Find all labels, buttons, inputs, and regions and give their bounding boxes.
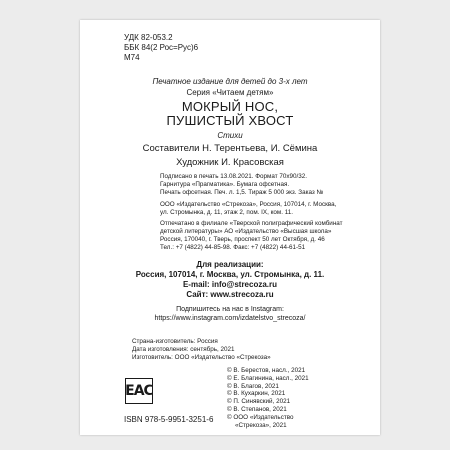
- eac-certification-icon: EAC: [125, 378, 153, 404]
- sales-website: Сайт: www.strecoza.ru: [186, 290, 274, 299]
- copyright-block: [227, 367, 309, 429]
- copyright-line: © П. Синявский, 2021: [227, 398, 291, 406]
- bbk-line: ББК 84(2 Рос=Рус)6: [124, 43, 199, 52]
- printer-info-line: детской литературы» АО «Издательство «Высшая школа»: [160, 228, 332, 235]
- copyright-line: © В. Кухаркин, 2021: [227, 390, 286, 398]
- sales-address: Россия, 107014, г. Москва, ул. Стромынка, д. 11.: [135, 270, 325, 279]
- book-title-line-2: ПУШИСТЫЙ ХВОСТ: [166, 113, 294, 128]
- sales-heading: Для реализации:: [196, 260, 264, 269]
- print-info-line: Гарнитура «Прагматика». Бумага офсетная.: [160, 181, 290, 188]
- udk-line: УДК 82-053.2: [124, 33, 173, 42]
- udk-block: [124, 33, 198, 63]
- print-info-line: Подписано в печать 13.08.2021. Формат 70x90/32.: [160, 173, 308, 180]
- manufacture-line: Изготовитель: ООО «Издательство «Стрекоза»: [132, 354, 271, 361]
- copyright-line: © В. Берестов, насл., 2021: [227, 367, 306, 374]
- manufacture-info: [132, 338, 271, 362]
- copyright-line: © В. Степанов, 2021: [227, 405, 287, 413]
- publisher-info-line: ООО «Издательство «Стрекоза», Россия, 107014, г. Москва,: [160, 201, 337, 208]
- printer-info-line: Россия, 170040, г. Тверь, проспект 50 лет Октября, д. 46: [160, 236, 325, 243]
- instagram-label: Подпишитесь на нас в Instagram:: [176, 306, 284, 313]
- compilers: Составители Н. Терентьева, И. Сёмина: [142, 143, 318, 154]
- isbn: ISBN 978-5-9951-3251-6: [124, 415, 214, 424]
- publisher-info-line: ул. Стромынка, д. 11, этаж 2, пом. IX, ком. 11.: [160, 209, 294, 216]
- printer-info-line: Отпечатано в филиале «Тверской полиграфический комбинат: [160, 220, 343, 227]
- instagram-link[interactable]: https://www.instagram.com/izdatelstvo_strecoza/: [154, 315, 306, 322]
- manufacture-line: Дата изготовления: сентябрь, 2021: [132, 346, 235, 353]
- manufacture-line: Страна-изготовитель: Россия: [132, 338, 218, 345]
- publisher-info: [160, 201, 336, 217]
- copyright-line: © Е. Благинина, насл., 2021: [227, 374, 309, 382]
- print-info: [160, 173, 323, 197]
- genre: Стихи: [217, 131, 243, 140]
- copyright-line: © В. Благов, 2021: [227, 382, 279, 390]
- author-mark: М74: [124, 53, 140, 62]
- illustrator: Художник И. Красовская: [176, 157, 284, 168]
- print-info-line: Печать офсетная. Печ. л. 1,5. Тираж 5 000 экз. Заказ №: [160, 189, 324, 196]
- copyright-line: «Стрекоза», 2021: [235, 421, 287, 429]
- printer-info-line: Тел.: +7 (4822) 44-85-98. Факс: +7 (4822) 44-61-51: [160, 244, 306, 251]
- book-page: [80, 20, 380, 435]
- print-edition-note: Печатное издание для детей до 3-х лет: [152, 77, 308, 86]
- book-title-line-1: МОКРЫЙ НОС,: [181, 99, 279, 114]
- copyright-line: © ООО «Издательство: [227, 413, 294, 421]
- sales-email: E-mail: info@strecoza.ru: [182, 280, 278, 289]
- series-name: Серия «Читаем детям»: [186, 88, 274, 97]
- printer-info: [160, 220, 343, 252]
